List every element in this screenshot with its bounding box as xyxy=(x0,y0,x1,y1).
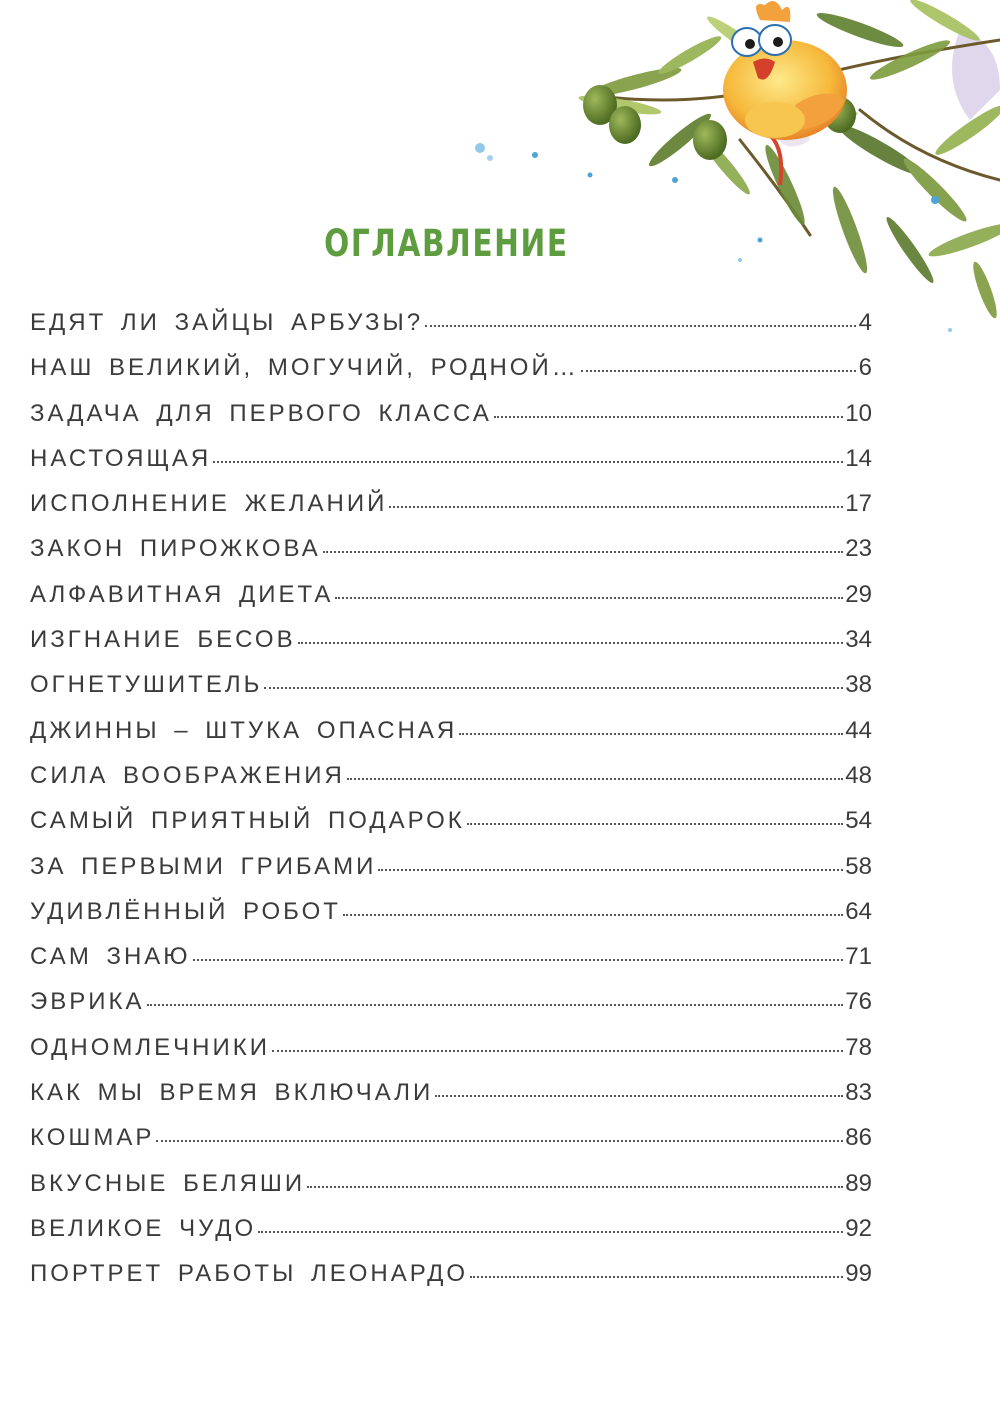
toc-entry-title: КАК МЫ ВРЕМЯ ВКЛЮЧАЛИ xyxy=(30,1079,434,1107)
toc-entry xyxy=(30,943,872,988)
dot-leader xyxy=(581,370,856,372)
toc-entry xyxy=(30,1215,872,1260)
toc-entry-title: ЗАДАЧА ДЛЯ ПЕРВОГО КЛАССА xyxy=(30,399,492,427)
dot-leader xyxy=(323,551,844,553)
toc-entry xyxy=(30,1034,872,1079)
dot-leader xyxy=(156,1140,843,1142)
toc-entry xyxy=(30,671,872,716)
toc-entry-title: УДИВЛЁННЫЙ РОБОТ xyxy=(30,897,341,925)
toc-entry xyxy=(30,535,872,580)
toc-entry-title: ИСПОЛНЕНИЕ ЖЕЛАНИЙ xyxy=(30,490,388,518)
toc-entry xyxy=(30,581,872,626)
dot-leader xyxy=(272,1050,843,1052)
toc-entry-page-number: 92 xyxy=(845,1214,872,1242)
toc-heading: ОГЛАВЛЕНИЕ xyxy=(324,222,569,265)
toc-entry-page-number: 29 xyxy=(845,580,872,608)
toc-entry xyxy=(30,1170,872,1215)
toc-entry xyxy=(30,1124,872,1169)
dot-leader xyxy=(193,959,844,961)
dot-leader xyxy=(147,1004,844,1006)
toc-entry-page-number: 83 xyxy=(845,1079,872,1107)
toc-entry-title: ВКУСНЫЕ БЕЛЯШИ xyxy=(30,1169,306,1197)
toc-entry-title: САМ ЗНАЮ xyxy=(30,943,191,971)
toc-entry xyxy=(30,400,872,445)
toc-entry-page-number: 58 xyxy=(845,852,872,880)
toc-entry-page-number: 14 xyxy=(845,444,872,472)
dot-leader xyxy=(389,506,843,508)
dot-leader xyxy=(378,869,843,871)
toc-entry xyxy=(30,762,872,807)
toc-entry-title: ДЖИННЫ – ШТУКА ОПАСНАЯ xyxy=(30,716,458,744)
toc-entry-title: ПОРТРЕТ РАБОТЫ ЛЕОНАРДО xyxy=(30,1260,469,1288)
toc-entry-title: АЛФАВИТНАЯ ДИЕТА xyxy=(30,580,334,608)
toc-entry-page-number: 54 xyxy=(845,807,872,835)
dot-leader xyxy=(343,914,843,916)
toc-entry-page-number: 23 xyxy=(845,535,872,563)
toc-entry-page-number: 4 xyxy=(858,309,872,336)
dot-leader xyxy=(298,642,844,644)
dot-leader xyxy=(470,1276,843,1278)
toc-entry-title: КОШМАР xyxy=(30,1124,155,1152)
toc-entry-title: ЕДЯТ ЛИ ЗАЙЦЫ АРБУЗЫ? xyxy=(30,309,424,336)
dot-leader xyxy=(435,1095,843,1097)
toc-entry-page-number: 6 xyxy=(858,354,872,382)
toc-entry-title: НАСТОЯЩАЯ xyxy=(30,444,212,472)
toc-entry-page-number: 48 xyxy=(845,761,872,789)
toc-entry-title: ЗАКОН ПИРОЖКОВА xyxy=(30,535,321,563)
toc-entry-page-number: 78 xyxy=(845,1033,872,1061)
toc-entry xyxy=(30,1079,872,1124)
dot-leader xyxy=(494,416,843,418)
toc-entry-page-number: 89 xyxy=(845,1169,872,1197)
toc-entry-page-number: 64 xyxy=(845,897,872,925)
toc-entry-title: ВЕЛИКОЕ ЧУДО xyxy=(30,1214,257,1242)
toc-entry xyxy=(30,717,872,762)
toc-entry xyxy=(30,898,872,943)
toc-entry xyxy=(30,354,872,399)
toc-entry-title: ИЗГНАНИЕ БЕСОВ xyxy=(30,626,296,654)
toc-entry-page-number: 86 xyxy=(845,1124,872,1152)
dot-leader xyxy=(459,733,843,735)
toc-entry-title: ОДНОМЛЕЧНИКИ xyxy=(30,1033,270,1061)
dot-leader xyxy=(213,461,843,463)
toc-entry-title: ОГНЕТУШИТЕЛЬ xyxy=(30,671,263,699)
toc-entry-title: ЗА ПЕРВЫМИ ГРИБАМИ xyxy=(30,852,377,880)
toc-entry xyxy=(30,626,872,671)
bird-on-olive-branch-illustration xyxy=(440,0,1000,340)
dot-leader xyxy=(335,597,843,599)
toc-entry-title: САМЫЙ ПРИЯТНЫЙ ПОДАРОК xyxy=(30,807,465,835)
toc-entry xyxy=(30,445,872,490)
toc-entry-page-number: 10 xyxy=(845,399,872,427)
toc-entry-title: ЭВРИКА xyxy=(30,988,145,1016)
toc-entry-page-number: 38 xyxy=(845,671,872,699)
toc-list xyxy=(30,309,872,1306)
toc-entry xyxy=(30,490,872,535)
toc-entry xyxy=(30,309,872,354)
toc-entry xyxy=(30,853,872,898)
dot-leader xyxy=(425,325,856,327)
toc-entry-page-number: 99 xyxy=(845,1260,872,1288)
dot-leader xyxy=(307,1186,843,1188)
toc-entry xyxy=(30,988,872,1033)
dot-leader xyxy=(467,823,844,825)
toc-entry-page-number: 71 xyxy=(845,943,872,971)
toc-entry-page-number: 17 xyxy=(845,490,872,518)
toc-entry-page-number: 44 xyxy=(845,716,872,744)
dot-leader xyxy=(347,778,844,780)
toc-entry-page-number: 34 xyxy=(845,626,872,654)
toc-entry-title: НАШ ВЕЛИКИЙ, МОГУЧИЙ, РОДНОЙ… xyxy=(30,354,579,382)
dot-leader xyxy=(264,687,843,689)
toc-entry xyxy=(30,807,872,852)
toc-entry-page-number: 76 xyxy=(845,988,872,1016)
dot-leader xyxy=(258,1231,843,1233)
toc-entry-title: СИЛА ВООБРАЖЕНИЯ xyxy=(30,761,345,789)
toc-entry xyxy=(30,1260,872,1305)
